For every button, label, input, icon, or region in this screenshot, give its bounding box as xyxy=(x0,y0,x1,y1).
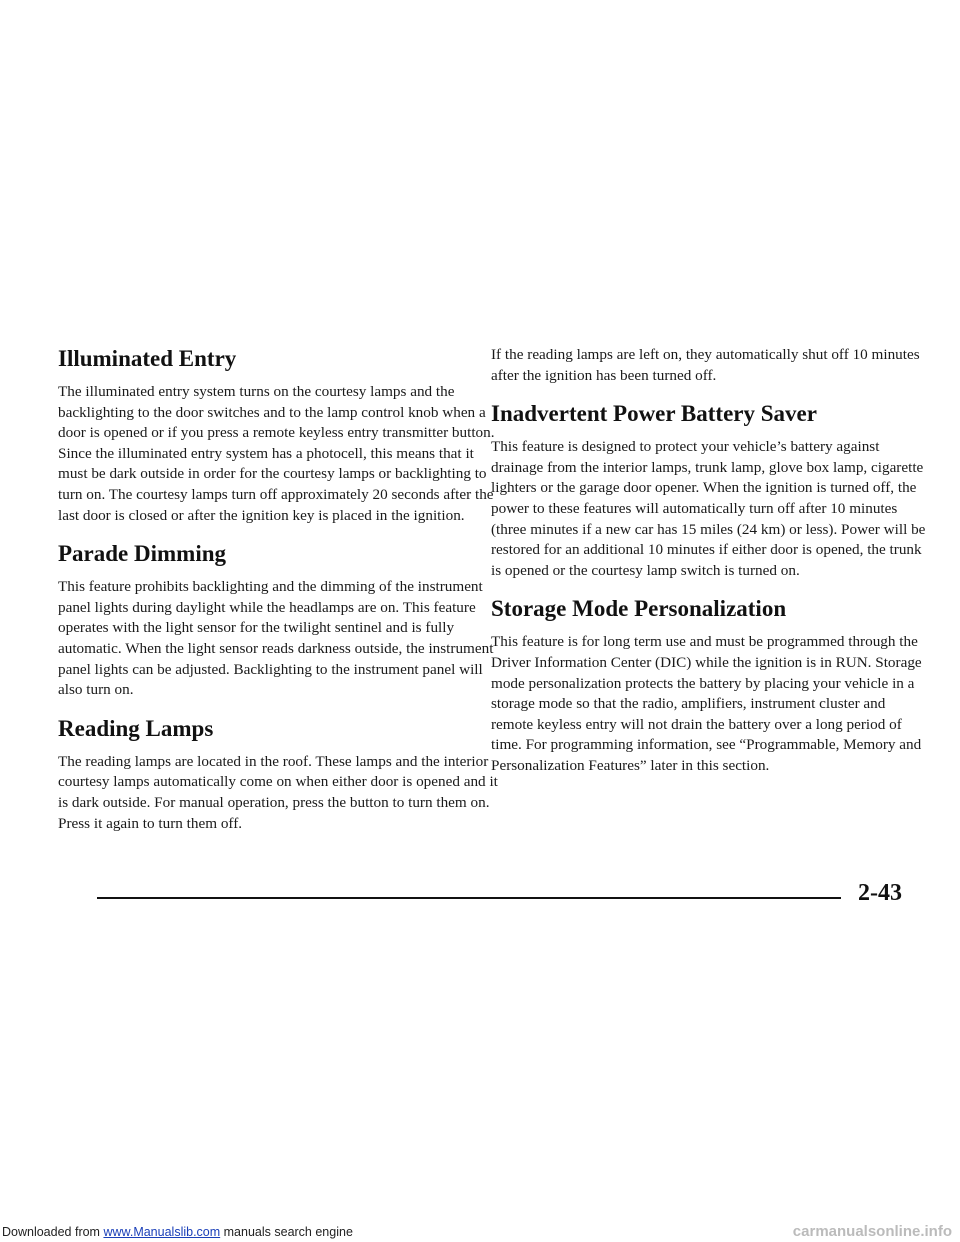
footer-prefix: Downloaded from xyxy=(2,1225,104,1239)
right-column xyxy=(491,345,927,791)
section-heading: Parade Dimming xyxy=(58,541,227,567)
left-column xyxy=(58,345,498,848)
section-paragraph: This feature is for long term use and must be programmed through the Driver Information Center (DIC) while the ignition is in RUN. Storage mode personalization protects the battery by placing your vehicle in a storage mode so that the radio, amplifiers, instrument cluster and remote keyless entry will not drain the battery over a long period of time. For programming information, see “Programmable, Memory and Personalization Features” later in this section. xyxy=(491,633,922,774)
watermark-text: carmanualsonline.info xyxy=(792,1223,952,1240)
section-illuminated-entry xyxy=(58,345,498,526)
section-reading-lamps xyxy=(58,715,498,834)
download-footer xyxy=(2,1222,958,1242)
section-paragraph: The reading lamps are located in the roof. These lamps and the interior courtesy lamps automatically come on when either door is opened and it is dark outside. For manual operation, press the button to turn them on. Press it again to turn them off. xyxy=(58,752,498,832)
section-paragraph: This feature is designed to protect your vehicle’s battery against drainage from the interior lamps, trunk lamp, glove box lamp, cigarette lighters or the garage door opener. When the ignition is turned off, the power to these features will automatically turn off after 10 minutes (three minutes if a new car has 15 miles (24 km) or less). Power will be restored for an additional 10 minutes if either door is opened, the trunk is opened or the courtesy lamp switch is turned on. xyxy=(491,438,926,579)
manualslib-link[interactable]: www.Manualslib.com xyxy=(103,1225,221,1239)
section-paragraph: The illuminated entry system turns on the courtesy lamps and the backlighting to the door switches and to the lamp control knob when a door is opened or if you press a remote keyless entry transmitter button. Since the illuminated entry system has a photocell, this means that it must be dark outside in order for the courtesy lamps or backlighting to turn on. The courtesy lamps turn off approximately 20 seconds after the last door is closed or after the ignition key is placed in the ignition. xyxy=(58,383,495,524)
section-storage-mode xyxy=(491,595,927,776)
section-heading: Storage Mode Personalization xyxy=(491,596,787,622)
section-heading: Reading Lamps xyxy=(58,715,214,741)
section-parade-dimming xyxy=(58,540,498,701)
section-heading: Inadvertent Power Battery Saver xyxy=(491,401,817,427)
footer-suffix: manuals search engine xyxy=(220,1225,353,1239)
section-battery-saver xyxy=(491,400,927,581)
section-heading: Illuminated Entry xyxy=(58,346,237,371)
section-paragraph: This feature prohibits backlighting and the dimming of the instrument panel lights during daylight while the headlamps are on. This feature operates with the light sensor for the twilight sentinel and is fully automatic. When the light sensor reads darkness outside, the instrument panel lights can be adjusted. Backlighting to the instrument panel will also turn on. xyxy=(58,578,494,699)
intro-paragraph: If the reading lamps are left on, they automatically shut off 10 minutes after the ignition has been turned off. xyxy=(491,346,920,384)
footer-rule xyxy=(97,897,841,899)
page-number: 2-43 xyxy=(858,880,902,906)
